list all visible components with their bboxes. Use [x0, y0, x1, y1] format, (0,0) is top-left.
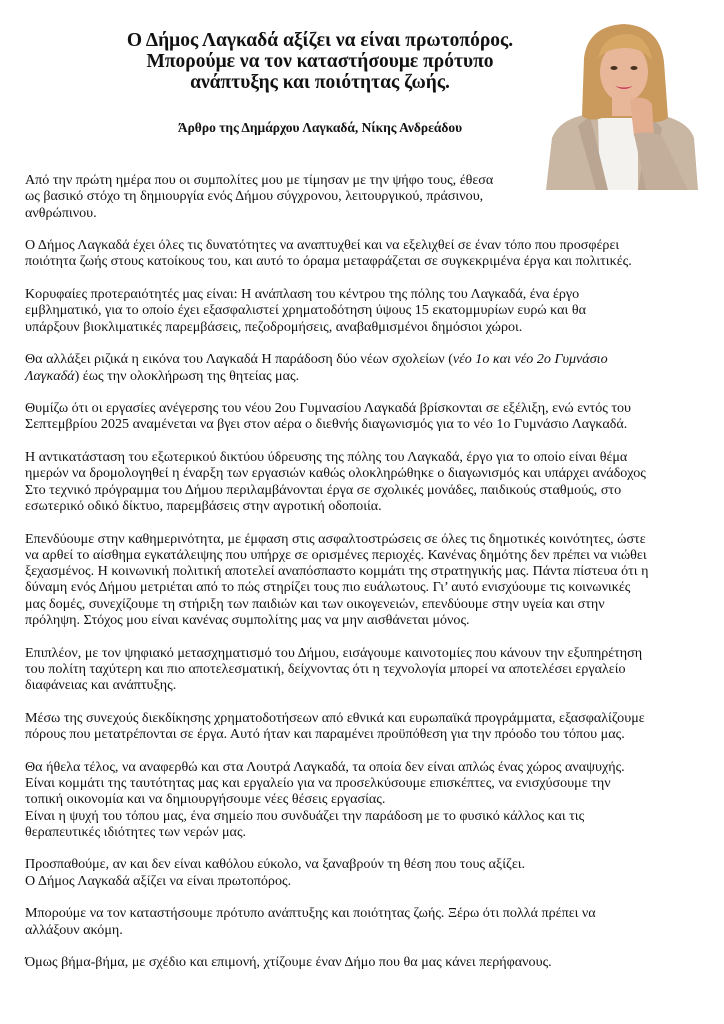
- text-line: Από την πρώτη ημέρα που οι συμπολίτες μου με τίμησαν με την ψήφο τους, έθεσα: [25, 172, 494, 188]
- text-line: ημερών να δρομολογηθεί η έναρξη των εργασιών καθώς ολοκληρώθηκε ο διαγωνισμός και υπάρχει ανάδοχος: [25, 465, 646, 482]
- paragraph-priorities: [25, 286, 705, 335]
- text-line: ποιότητα ζωής στους κατοίκους του, και αυτό το όραμα μεταφράζεται σε συγκεκριμένα έργα και πολιτικές.: [25, 253, 632, 270]
- text-line: Θα ήθελα τέλος, να αναφερθώ και στα Λουτρά Λαγκαδά, τα οποία δεν είναι απλώς ένας χώρος αναψυχής.: [25, 758, 625, 775]
- text-line: Όμως βήμα-βήμα, με σχέδιο και επιμονή, χτίζουμε έναν Δήμο που θα μας κάνει περήφανους.: [25, 954, 552, 971]
- author-portrait-photo: [538, 18, 704, 190]
- text-line: του πολίτη ταχύτερη και πιο αποτελεσματική, δείχνοντας ότι η τεχνολογία μπορεί να αποτελέσει εργαλείο: [25, 660, 626, 677]
- paragraph-intro: [25, 172, 530, 221]
- title-line: Μπορούμε να τον καταστήσουμε πρότυπο: [146, 51, 494, 72]
- text-line: Είναι η ψυχή του τόπου μας, ένα σημείο που συνδυάζει την παράδοση με το φυσικό κάλλος και τις: [25, 807, 585, 824]
- portrait-illustration: [538, 18, 704, 190]
- text-line: Προσπαθούμε, αν και δεν είναι καθόλου εύκολο, να ξαναβρούν τη θέση που τους αξίζει.: [25, 856, 526, 873]
- paragraph-closing: [25, 954, 705, 970]
- text-line: Σεπτεμβρίου 2025 αναμένεται να βγει στον αέρα ο διεθνής διαγωνισμός για το νέο 1ο Γυμνάσιο Λαγκαδά.: [25, 416, 628, 433]
- text-segment: ) έως την ολοκλήρωση της θητείας μας.: [74, 367, 300, 384]
- text-line: να αρθεί το αίσθημα εγκατάλειψης που υπήρχε σε ορισμένες περιοχές. Κανένας δημότης δεν πρέπει να νιώθει: [25, 546, 647, 563]
- text-line: τοπική οικονομία και να δημιουργήσουμε νέες θέσεις εργασίας.: [25, 791, 386, 808]
- text-line: Θυμίζω ότι οι εργασίες ανέγερσης του νέου 2ου Γυμνασίου Λαγκαδά βρίσκονται σε εξέλιξη, ενώ εντός του: [25, 400, 632, 417]
- paragraph-potential: [25, 237, 705, 270]
- text-line: [25, 351, 705, 367]
- text-line: διαφάνειας και ανάπτυξης.: [25, 677, 177, 694]
- byline: Άρθρο της Δημάρχου Λαγκαδά, Νίκης Ανδρεάδου: [177, 120, 463, 135]
- paragraph-digital: [25, 645, 705, 694]
- text-line: ανθρώπινου.: [25, 204, 97, 221]
- text-line: δύναμη ενός Δήμου μετριέται από το πώς στηρίζει τους πιο ευάλωτους. Γι’ αυτό ενισχύουμε τις κοινωνικές: [25, 579, 631, 596]
- text-line: πρόληψη. Στόχος μου είναι κανένας συμπολίτης μας να μην αισθάνεται μόνος.: [25, 612, 470, 629]
- text-line: πόρους που μετατρέπονται σε έργα. Αυτό ήταν και παραμένει προϋπόθεση για την πρόοδο του τόπου μας.: [25, 726, 625, 743]
- text-line: ως βασικό στόχο τη δημιουργία ενός Δήμου σύγχρονου, λειτουργικού, πράσινου,: [25, 188, 484, 205]
- paragraph-funding: [25, 710, 705, 743]
- paragraph-model: [25, 905, 705, 938]
- text-line: [25, 368, 705, 384]
- paragraph-schools: [25, 351, 705, 384]
- text-line: Μπορούμε να τον καταστήσουμε πρότυπο ανάπτυξης και ποιότητας ζωής. Ξέρω ότι πολλά πρέπει να: [25, 905, 596, 922]
- text-line: μας δομές, συνεχίζουμε τη στήριξη των παιδιών και των οικογενειών, επενδύουμε στην υγεία και στην: [25, 595, 605, 612]
- text-line: Ο Δήμος Λαγκαδά έχει όλες τις δυνατότητες να αναπτυχθεί και να εξελιχθεί σε έναν τόπο που προσφέρει: [25, 237, 620, 254]
- text-line: Είναι κομμάτι της ταυτότητας μας και εργαλείο για να προσελκύσουμε επισκέπτες, να ενισχύσουμε την: [25, 774, 611, 791]
- article-body: [25, 172, 705, 987]
- title-line: Ο Δήμος Λαγκαδά αξίζει να είναι πρωτοπόρος.: [126, 30, 514, 51]
- text-line: Στο τεχνικό πρόγραμμα του Δήμου περιλαμβάνονται έργα σε σχολικές μονάδες, παιδικούς σταθμούς, στο: [25, 481, 622, 498]
- title-line: ανάπτυξης και ποιότητας ζωής.: [190, 72, 450, 93]
- article-title: [90, 30, 550, 93]
- italic-text: Λαγκαδά: [25, 367, 75, 384]
- paragraph-daily-life: [25, 531, 705, 629]
- italic-text: νέο 1ο και νέο 2ο Γυμνάσιο: [452, 351, 608, 368]
- text-line: εσωτερικό οδικό δίκτυο, παρεμβάσεις στην αγροτική οδοποιία.: [25, 497, 382, 514]
- text-line: αλλάξουν ακόμη.: [25, 921, 123, 938]
- text-segment: Θα αλλάξει ριζικά η εικόνα του Λαγκαδά Η παράδοση δύο νέων σχολείων (: [25, 351, 453, 368]
- text-line: Κορυφαίες προτεραιότητές μας είναι: Η ανάπλαση του κέντρου της πόλης του Λαγκαδά, ένα έργο: [25, 286, 580, 303]
- paragraph-baths: [25, 759, 705, 840]
- text-line: Επενδύουμε στην καθημερινότητα, με έμφαση στις ασφαλτοστρώσεις σε όλες τις δημοτικές κοινότητες, ώστε: [25, 530, 646, 547]
- paragraph-gymnasium: [25, 400, 705, 433]
- text-line: Η αντικατάσταση του εξωτερικού δικτύου ύδρευσης της πόλης του Λαγκαδά, έργο για το οποίο είναι θέμα: [25, 449, 628, 466]
- article-header: [90, 30, 550, 136]
- text-line: Επιπλέον, με τον ψηφιακό μετασχηματισμό του Δήμου, εισάγουμε καινοτομίες που κάνουν την εξυπηρέτηση: [25, 644, 643, 661]
- text-line: Ο Δήμος Λαγκαδά αξίζει να είναι πρωτοπόρος.: [25, 872, 292, 889]
- text-line: υπάρξουν βιοκλιματικές παρεμβάσεις, πεζοδρομήσεις, αναβαθμισμένοι δημόσιοι χώροι.: [25, 318, 523, 335]
- paragraph-water-network: [25, 449, 705, 514]
- text-line: ξεχασμένος. Η κοινωνική πολιτική αποτελεί αναπόσπαστο κομμάτι της στρατηγικής μας. Πάντα πίστευα ότι η: [25, 563, 649, 580]
- text-line: εμβληματικό, για το οποίο έχει εξασφαλιστεί χρηματοδότηση ύψους 15 εκατομμυρίων ευρώ και θα: [25, 302, 586, 319]
- text-line: Μέσω της συνεχούς διεκδίκησης χρηματοδοτήσεων από εθνικά και ευρωπαϊκά προγράμματα, εξασφαλίζουμε: [25, 709, 645, 726]
- paragraph-effort: [25, 856, 705, 889]
- text-line: θεραπευτικές ιδιότητες των νερών μας.: [25, 823, 247, 840]
